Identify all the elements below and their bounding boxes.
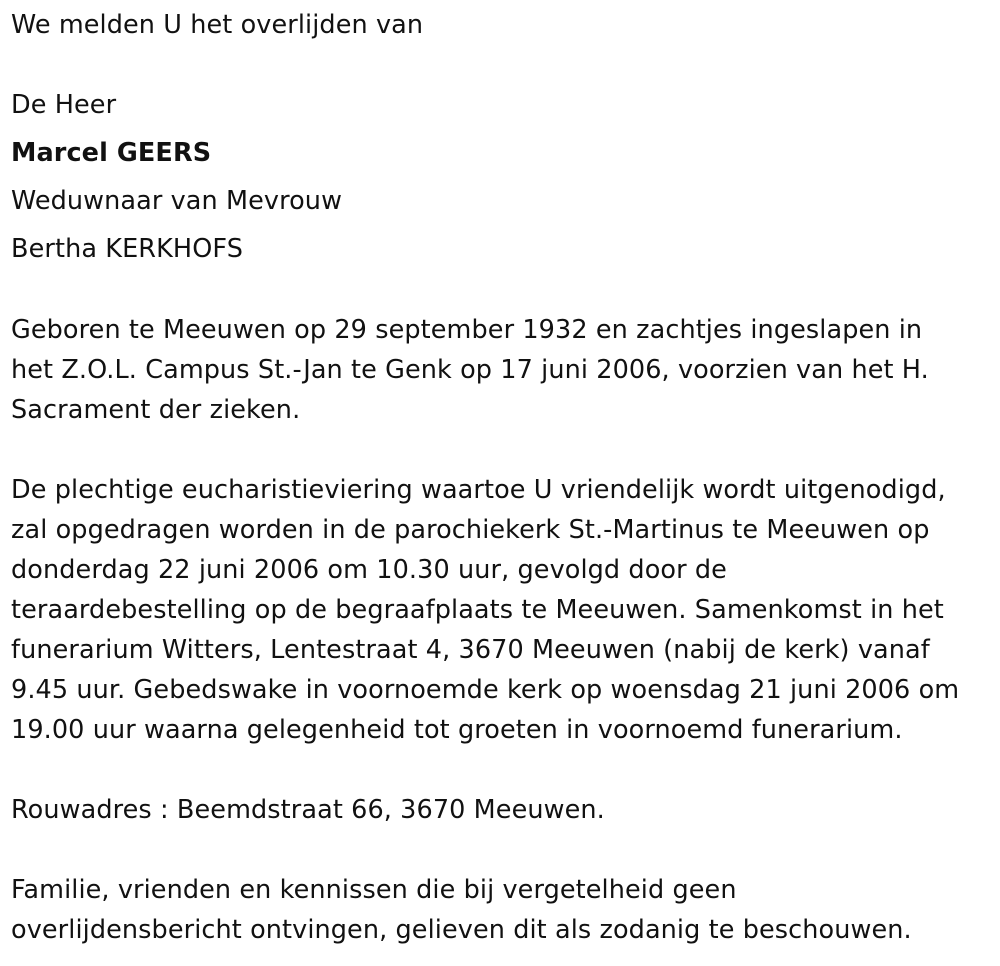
paragraph-line: teraardebestelling op de begraafplaats te Meeuwen. Samenkomst in het — [11, 595, 944, 625]
birth-paragraph — [11, 310, 929, 430]
paragraph-line: zal opgedragen worden in de parochiekerk St.-Martinus te Meeuwen op — [11, 515, 930, 545]
paragraph-line: funerarium Witters, Lentestraat 4, 3670 Meeuwen (nabij de kerk) vanaf — [11, 635, 930, 665]
service-paragraph — [11, 470, 959, 750]
paragraph-line: donderdag 22 juni 2006 om 10.30 uur, gevolgd door de — [11, 555, 727, 585]
deceased-name: Marcel GEERS — [11, 138, 212, 168]
paragraph-line: het Z.O.L. Campus St.-Jan te Genk op 17 juni 2006, voorzien van het H. — [11, 355, 929, 385]
paragraph-line: Familie, vrienden en kennissen die bij vergetelheid geen — [11, 875, 737, 905]
mourning-address: Rouwadres : Beemdstraat 66, 3670 Meeuwen. — [11, 795, 605, 825]
address-paragraph — [11, 790, 605, 830]
spouse-name: Bertha KERKHOFS — [11, 234, 243, 264]
deceased-title: De Heer — [11, 90, 117, 120]
intro-line: We melden U het overlijden van — [11, 10, 424, 40]
relation-line: Weduwnaar van Mevrouw — [11, 186, 343, 216]
family-paragraph — [11, 870, 912, 950]
paragraph-line: 9.45 uur. Gebedswake in voornoemde kerk op woensdag 21 juni 2006 om — [11, 675, 960, 705]
paragraph-line: overlijdensbericht ontvingen, gelieven dit als zodanig te beschouwen. — [11, 915, 912, 945]
paragraph-line: 19.00 uur waarna gelegenheid tot groeten in voornoemd funerarium. — [11, 715, 903, 745]
paragraph-line: Geboren te Meeuwen op 29 september 1932 en zachtjes ingeslapen in — [11, 315, 923, 345]
paragraph-line: De plechtige eucharistieviering waartoe U vriendelijk wordt uitgenodigd, — [11, 475, 946, 505]
paragraph-line: Sacrament der zieken. — [11, 395, 301, 425]
